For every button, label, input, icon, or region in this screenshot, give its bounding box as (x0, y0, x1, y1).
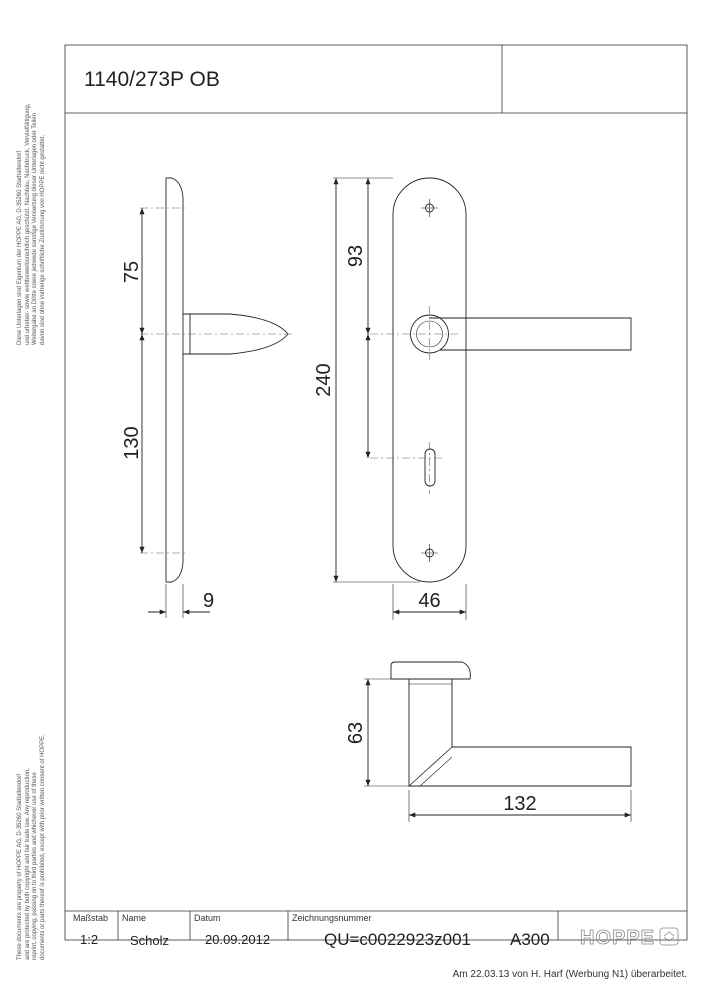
copyright-note-line: und urheber- sowie wettbewerbsrechtlich geschützt. Nachbau, Nachdruck, Vervielfältigung, (24, 103, 31, 345)
screw-hole-top (421, 199, 438, 217)
dimension-front-upper: 93 (345, 244, 367, 268)
lever-front (430, 318, 632, 350)
date-label: Datum (194, 913, 221, 923)
top-view (364, 662, 631, 822)
dimension-plate-width: 46 (418, 590, 441, 612)
copyright-note-line: Diese Unterlagen sind Eigentum der HOPPE AG, D-35260 Stadtallendorf (17, 150, 23, 345)
copyright-note-line: Weitergabe an Dritte sowie jedwede sonstige Verwertung dieser Unterlagen oder Teilen (32, 113, 39, 345)
copyright-note-line: davon sind ohne vorherige schriftliche Zustimmung von HOPPE nicht gestattet. (39, 134, 46, 345)
copyright-note-line: documents or parts thereof is prohibited, except with prior written consent of HOPPE. (39, 734, 46, 960)
backplate-front (393, 178, 466, 582)
dimension-lever-height: 63 (345, 721, 367, 745)
screw-hole-bottom (421, 544, 438, 562)
drawing-title: 1140/273P OB (84, 68, 220, 91)
backplate-side-profile (166, 178, 183, 582)
copyright-note-line: reprint, copying, passing on to third parties and whichever use of these (32, 772, 39, 960)
keyhole (425, 449, 435, 486)
dimension-thickness: 9 (203, 590, 215, 612)
lever-top (409, 679, 631, 786)
copyright-note-line: These documents are property of HOPPE AG, D-35260 Stadtallendorf (17, 773, 23, 960)
front-view (333, 178, 631, 620)
dimension-side-lower: 130 (121, 426, 143, 460)
date-value: 20.09.2012 (205, 932, 271, 947)
drawing-number-label: Zeichnungsnummer (292, 913, 372, 923)
logo-text: HOPPE (580, 927, 656, 949)
scale-label: Maßstab (73, 913, 109, 923)
dimension-total-length: 240 (313, 363, 335, 397)
scale-value: 1:2 (80, 932, 99, 947)
drawing-frame (65, 45, 687, 940)
side-view (140, 178, 295, 618)
name-label: Name (122, 913, 147, 923)
revision-note: Am 22.03.13 von H. Harf (Werbung N1) überarbeitet. (452, 969, 687, 980)
copyright-note-line: and are protected by both copyright and fair trade law. Any reproduction, (24, 768, 31, 960)
dimension-lever-length: 132 (503, 793, 537, 815)
drawing-number-value: QU=c0022923z001 (324, 930, 471, 949)
dimension-side-upper: 75 (121, 260, 143, 284)
name-value: Scholz (130, 933, 170, 948)
hoppe-logo (580, 927, 678, 949)
sheet-format: A300 (510, 930, 550, 949)
rose-top (391, 662, 470, 679)
